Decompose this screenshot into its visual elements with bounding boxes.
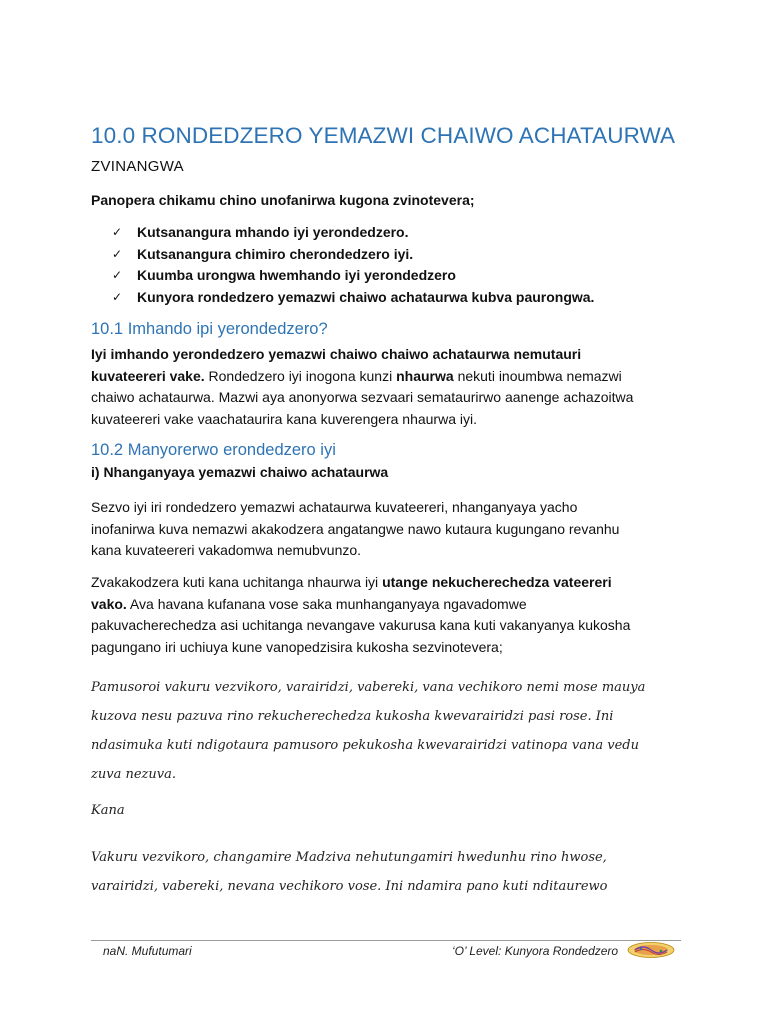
section-10-2-paragraph-1: [91, 497, 681, 562]
subsection-heading: i) Nhanganyaya yemazwi chaiwo achataurwa: [91, 464, 389, 480]
objective-item: [112, 244, 594, 266]
example-line: kuzova nesu pazuva rino rekucherechedza kukosha kwevarairidzi pasi rose. Ini: [91, 709, 614, 724]
paragraph-line: [91, 344, 681, 366]
paragraph-line: [91, 572, 681, 594]
paragraph-line: Sezvo iyi iri rondedzero yemazwi achataurwa kuvateereri, nhanganyaya yacho: [91, 499, 578, 515]
example-speech-2: [91, 843, 608, 901]
section-heading-10-2: 10.2 Manyorerwo erondedzero iyi: [91, 441, 336, 459]
page-title: 10.0 RONDEDZERO YEMAZWI CHAIWO ACHATAURWA: [91, 123, 676, 148]
paragraph-line: chaiwo achataurwa. Mazwi aya anonyorwa sezvaari semataurirwo aanenge achazoitwa: [91, 389, 634, 405]
section-10-2-paragraph-2: [91, 572, 681, 658]
bold-text: vako.: [91, 595, 127, 612]
section-heading-10-1: 10.1 Imhando ipi yerondedzero?: [91, 320, 328, 338]
check-icon: ✓: [112, 289, 123, 304]
paragraph-line: kana kuvateereri vakadomwa nemubvunzo.: [91, 542, 362, 558]
objective-text: Kutsanangura chimiro cherondedzero iyi.: [137, 245, 414, 262]
objective-item: [112, 287, 594, 309]
example-line: zuva nezuva.: [91, 767, 176, 782]
paragraph-line: pakuvacherechedza asi uchitanga nevangave vakurusa kana kuti vakanyanya kukosha: [91, 617, 631, 633]
paragraph-line: pagungano iri uchiuya kune vanopedzisira kukosha sezvinotevera;: [91, 638, 503, 655]
objective-text: Kuumba urongwa hwemhando iyi yerondedzero: [137, 267, 456, 283]
paragraph-line: inofanirwa kuva nemazwi akakodzera angatangwe nawo kutaura kugungano revanhu: [91, 520, 620, 537]
example-separator: Kana: [91, 803, 125, 818]
check-icon: ✓: [112, 225, 123, 239]
paragraph-line: [91, 594, 681, 616]
plain-text: Zvakakodzera kuti kana uchitanga nhaurwa iyi: [91, 574, 383, 590]
section-10-1-paragraph: [91, 344, 681, 430]
example-line: ndasimuka kuti ndigotaura pamusoro pekukosha kwevarairidzi vatinopa vana vedu: [91, 738, 639, 753]
example-speech-1: [91, 673, 645, 789]
plain-text: Ava havana kufanana vose saka munhanganyaya ngavadomwe: [126, 595, 527, 612]
objective-text: Kunyora rondedzero yemazwi chaiwo achataurwa kubva paurongwa.: [137, 288, 595, 305]
footer-author: naN. Mufutumari: [103, 944, 192, 958]
check-icon: ✓: [112, 246, 123, 261]
bold-text: utange nekucherechedza vateereri: [382, 574, 612, 590]
footer-divider: [91, 940, 681, 941]
objective-text: Kutsanangura mhando iyi yerondedzero.: [137, 224, 409, 240]
objective-item: [112, 265, 594, 287]
paragraph-line: [91, 366, 681, 388]
objectives-list: [112, 222, 594, 308]
bold-text: nhaurwa: [396, 367, 454, 384]
plain-text: Rondedzero iyi inogona kunzi: [204, 367, 397, 384]
example-line: Pamusoroi vakuru vezvikoro, varairidzi, vabereki, vana vechikoro nemi mose mauya: [91, 680, 646, 695]
example-line: varairidzi, vabereki, nevana vechikoro vose. Ini ndamira pano kuti nditaurewo: [91, 879, 608, 894]
plain-text: nekuti inoumbwa nemazwi: [453, 367, 622, 384]
decorative-logo-icon: [627, 941, 675, 959]
check-icon: ✓: [112, 268, 123, 282]
bold-text: kuvateereri vake.: [91, 367, 205, 384]
footer-course-title: ‘O’ Level: Kunyora Rondedzero: [452, 944, 619, 958]
objective-item: [112, 222, 594, 244]
page-subtitle: ZVINANGWA: [91, 158, 184, 175]
objectives-intro: Panopera chikamu chino unofanirwa kugona zvinotevera;: [91, 192, 475, 208]
paragraph-line: kuvateereri vake vaachataurira kana kuverengera nhaurwa iyi.: [91, 410, 477, 427]
bold-text: Iyi imhando yerondedzero yemazwi chaiwo chaiwo achataurwa nemutauri: [91, 346, 582, 362]
example-line: Vakuru vezvikoro, changamire Madziva nehutungamiri hwedunhu rino hwose,: [91, 850, 607, 865]
